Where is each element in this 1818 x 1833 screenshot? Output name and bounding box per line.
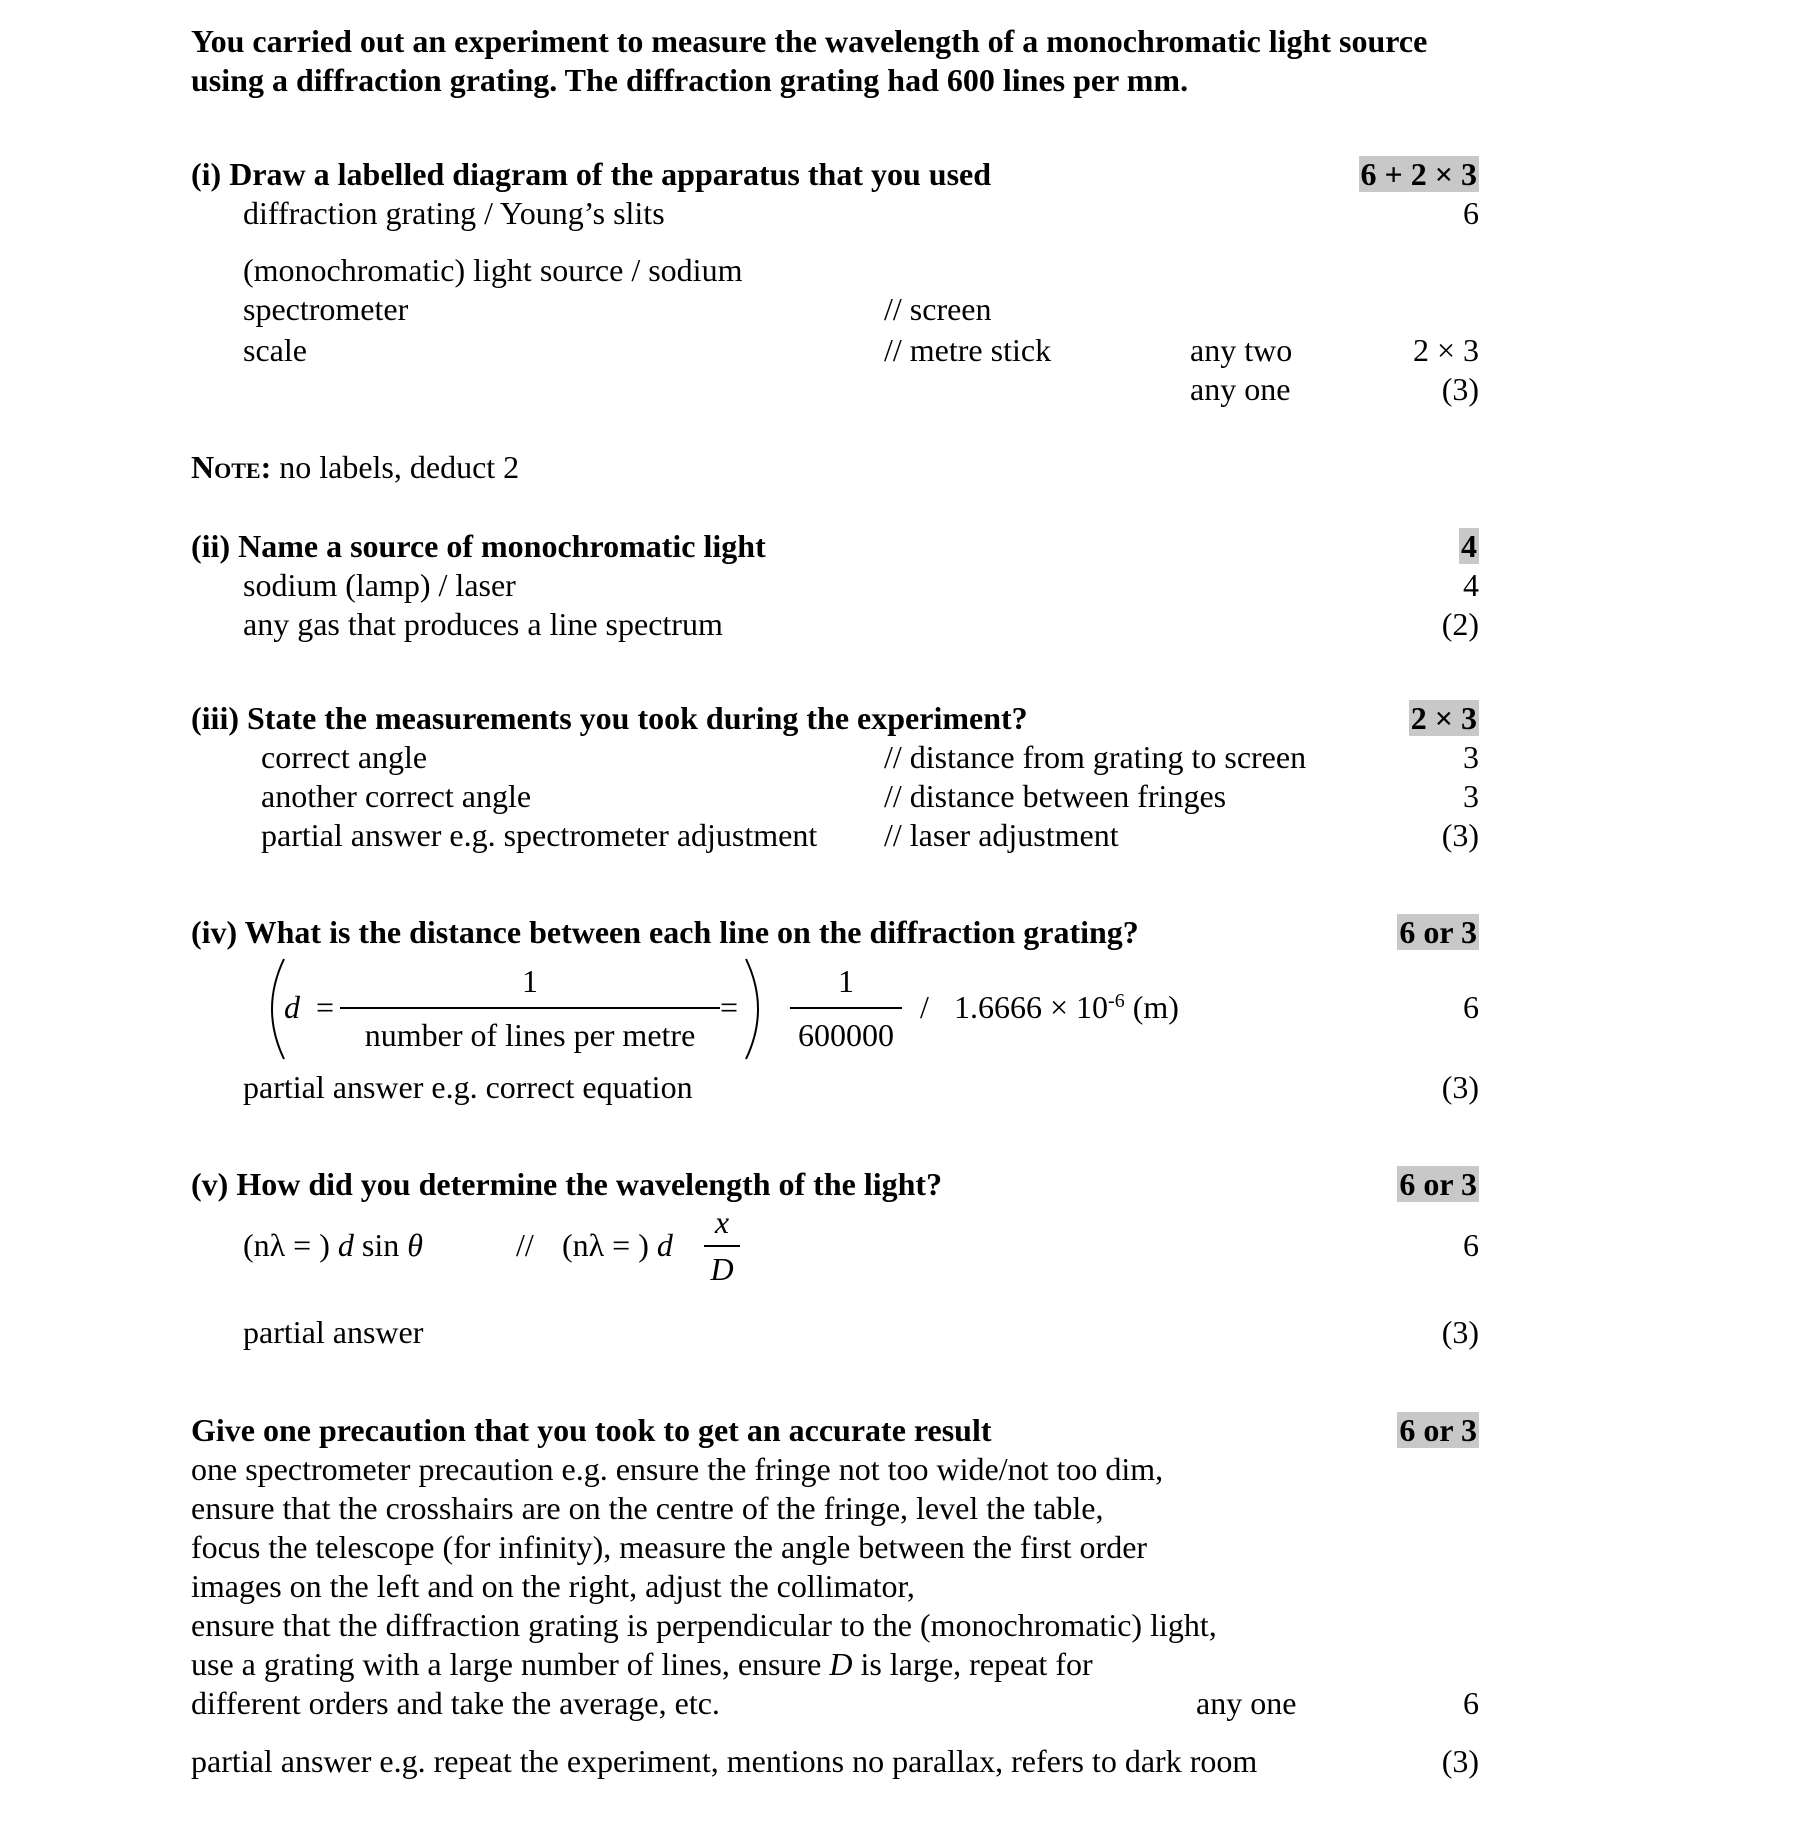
q5-fraction-denominator: D xyxy=(710,1251,734,1287)
q4-heading: (iv) What is the distance between each line on the diffraction grating? xyxy=(191,914,1139,950)
q3-row2-mark: 3 xyxy=(1463,778,1479,814)
q2-row1-text: sodium (lamp) / laser xyxy=(243,567,516,603)
q4-partial-text: partial answer e.g. correct equation xyxy=(243,1069,693,1105)
q5-heading: (v) How did you determine the wavelength of the light? xyxy=(191,1166,943,1202)
q6-line-3: focus the telescope (for infinity), measure the angle between the first order xyxy=(191,1529,1148,1565)
q6-line-7-mark: 6 xyxy=(1463,1685,1479,1721)
intro-line-1: You carried out an experiment to measure the wavelength of a monochromatic light source xyxy=(191,23,1428,59)
intro-line-2: using a diffraction grating. The diffraction grating had 600 lines per mm. xyxy=(191,62,1189,98)
q4-right-paren xyxy=(740,955,772,1063)
q1-row4-mid: // metre stick xyxy=(884,332,1052,368)
q1-row4-left: scale xyxy=(243,332,307,368)
q3-row2-mid: // distance between fringes xyxy=(884,778,1227,814)
q4-eq-d: d xyxy=(284,989,300,1025)
q6-partial-mark: (3) xyxy=(1441,1743,1479,1779)
q4-eq-slash: / xyxy=(920,989,929,1025)
q3-row3-mid: // laser adjustment xyxy=(884,817,1119,853)
q1-row4-mark: 2 × 3 xyxy=(1412,332,1479,368)
q4-eq-numerator: 1 xyxy=(522,963,538,999)
q1-row3-left: spectrometer xyxy=(243,291,409,327)
q1-row5-mark: (3) xyxy=(1441,371,1479,407)
q1-row1-mark: 6 xyxy=(1463,195,1479,231)
q6-line-4: images on the left and on the right, adjust the collimator, xyxy=(191,1568,915,1604)
q6-line-2: ensure that the crosshairs are on the centre of the fringe, level the table, xyxy=(191,1490,1104,1526)
q4-eq-equals-2: = xyxy=(720,989,739,1025)
q1-row4-condition: any two xyxy=(1190,332,1293,368)
q1-row5-condition: any one xyxy=(1190,371,1291,407)
q3-row1-left: correct angle xyxy=(261,739,428,775)
q2-total-marks: 4 xyxy=(1461,528,1477,564)
q3-row3-mark: (3) xyxy=(1441,817,1479,853)
q3-heading: (iii) State the measurements you took during the experiment? xyxy=(191,700,1028,736)
q1-row1-text: diffraction grating / Young’s slits xyxy=(243,195,665,231)
q4-row1-mark: 6 xyxy=(1463,989,1479,1025)
q5-fraction-bar xyxy=(704,1245,740,1247)
q4-partial-mark: (3) xyxy=(1441,1069,1479,1105)
q2-row2-text: any gas that produces a line spectrum xyxy=(243,606,723,642)
q4-eq2-fraction-bar xyxy=(790,1007,902,1009)
q6-total-marks: 6 or 3 xyxy=(1399,1412,1477,1448)
q1-note: Note: no labels, deduct 2 xyxy=(191,449,520,485)
q4-eq-fraction-bar xyxy=(340,1007,720,1009)
q2-row1-mark: 4 xyxy=(1463,567,1479,603)
q4-eq-value: $1.6666 \times 10^{-6}$ (m) xyxy=(954,989,1179,1025)
q6-line-7: different orders and take the average, etc. xyxy=(191,1685,720,1721)
q4-eq2-denominator: 600000 xyxy=(798,1017,894,1053)
q5-formula-1: (nλ = ) d sin θ xyxy=(243,1227,423,1263)
q5-partial-text: partial answer xyxy=(243,1314,424,1350)
q5-row1-mark: 6 xyxy=(1463,1227,1479,1263)
q6-line-7-condition: any one xyxy=(1196,1685,1297,1721)
q1-row2-text: (monochromatic) light source / sodium xyxy=(243,252,743,288)
q5-partial-mark: (3) xyxy=(1441,1314,1479,1350)
q6-line-5: ensure that the diffraction grating is perpendicular to the (monochromatic) light, xyxy=(191,1607,1217,1643)
q2-heading: (ii) Name a source of monochromatic light xyxy=(191,528,766,564)
q5-fraction-numerator: x xyxy=(714,1204,730,1240)
q1-row3-mid: // screen xyxy=(884,291,992,327)
q6-partial-text: partial answer e.g. repeat the experiment, mentions no parallax, refers to dark room xyxy=(191,1743,1258,1779)
q1-total-marks: 6 + 2 × 3 xyxy=(1360,156,1477,192)
q4-eq-equals: = xyxy=(316,989,335,1025)
q3-total-marks: 2 × 3 xyxy=(1410,700,1477,736)
q4-total-marks: 6 or 3 xyxy=(1399,914,1477,950)
q6-heading: Give one precaution that you took to get an accurate result xyxy=(191,1412,992,1448)
q2-row2-mark: (2) xyxy=(1441,606,1479,642)
q5-total-marks: 6 or 3 xyxy=(1399,1166,1477,1202)
q5-separator: // xyxy=(516,1227,534,1263)
q6-line-1: one spectrometer precaution e.g. ensure the fringe not too wide/not too dim, xyxy=(191,1451,1164,1487)
q3-row3-left: partial answer e.g. spectrometer adjustment xyxy=(261,817,818,853)
q5-formula-2: (nλ = ) d xyxy=(562,1227,673,1263)
q1-heading: (i) Draw a labelled diagram of the apparatus that you used xyxy=(191,156,992,192)
q3-row2-left: another correct angle xyxy=(261,778,532,814)
q6-line-6: use a grating with a large number of lines, ensure D is large, repeat for xyxy=(191,1646,1093,1682)
q4-eq-denominator: number of lines per metre xyxy=(364,1017,696,1053)
q3-row1-mark: 3 xyxy=(1463,739,1479,775)
q3-row1-mid: // distance from grating to screen xyxy=(884,739,1307,775)
q4-eq2-numerator: 1 xyxy=(838,963,854,999)
